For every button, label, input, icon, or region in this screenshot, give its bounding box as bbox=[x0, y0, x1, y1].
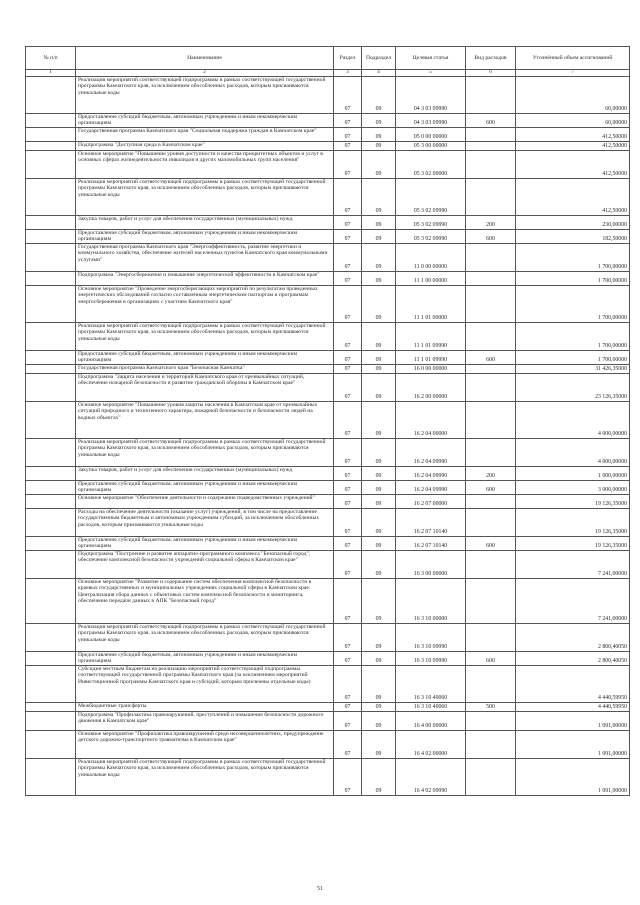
row-expense-type: 600 bbox=[466, 114, 516, 128]
row-expense-type: 600 bbox=[466, 481, 516, 495]
row-razdel: 07 bbox=[334, 272, 362, 286]
row-expense-type bbox=[466, 551, 516, 579]
row-target-article: 16 2 07 10140 bbox=[396, 537, 466, 551]
row-name: Межбюджетные трансферты bbox=[76, 703, 334, 712]
row-razdel: 07 bbox=[334, 481, 362, 495]
row-podrazdel: 09 bbox=[362, 666, 396, 703]
row-number bbox=[26, 731, 76, 759]
row-podrazdel: 09 bbox=[362, 481, 396, 495]
row-expense-type: 500 bbox=[466, 703, 516, 712]
row-amount: 230,00000 bbox=[516, 216, 630, 230]
table-row bbox=[26, 439, 630, 467]
row-name: Основное мероприятие "Повышение уровня защиты населения в Камчатском крае от чрезвычайных ситуаций природного и техногенного характера, пожарной безопасности и безопасности людей на водных объектах" bbox=[76, 402, 334, 439]
row-podrazdel: 09 bbox=[362, 703, 396, 712]
row-expense-type bbox=[466, 323, 516, 351]
row-amount: 412,50000 bbox=[516, 151, 630, 179]
row-expense-type: 200 bbox=[466, 467, 516, 481]
row-podrazdel: 09 bbox=[362, 374, 396, 402]
row-amount: 2 800,40050 bbox=[516, 624, 630, 652]
row-expense-type: 600 bbox=[466, 230, 516, 244]
row-razdel: 07 bbox=[334, 509, 362, 537]
row-name: Реализация мероприятий соответствующей подпрограммы в рамках соответствующей государственной программы Камчатского края, за исключением обособленных расходов, которым присваиваются уникальные коды bbox=[76, 439, 334, 467]
row-razdel: 07 bbox=[334, 759, 362, 796]
row-expense-type bbox=[466, 495, 516, 509]
row-expense-type bbox=[466, 579, 516, 624]
header-name: Наименование bbox=[76, 47, 334, 70]
row-name: Основное мероприятие "Развитие и содержание систем обеспечения комплексной безопасности в краевых государственных и муниципальных учреждениях социальной сферы в Камчатском крае. Централизация сбора данных с объектовых систем комплексной безопасности и мониторинга, обеспечение передачи данных в АПК "Безопасный город" bbox=[76, 579, 334, 624]
row-podrazdel: 09 bbox=[362, 579, 396, 624]
row-amount: 7 241,00000 bbox=[516, 551, 630, 579]
row-podrazdel: 09 bbox=[362, 128, 396, 142]
row-target-article: 05 3 02 09990 bbox=[396, 216, 466, 230]
row-name: Закупка товаров, работ и услуг для обеспечения государственных (муниципальных) нужд bbox=[76, 467, 334, 481]
table-row bbox=[26, 402, 630, 439]
row-amount: 1 700,00000 bbox=[516, 323, 630, 351]
row-expense-type bbox=[466, 509, 516, 537]
row-podrazdel: 09 bbox=[362, 731, 396, 759]
row-amount: 1 091,00000 bbox=[516, 731, 630, 759]
row-name: Реализация мероприятий соответствующей подпрограммы в рамках соответствующей государственной программы Камчатского края, за исключением обособленных расходов, которым присваиваются уникальные коды bbox=[76, 77, 334, 114]
table-header-row bbox=[26, 47, 630, 70]
row-amount: 412,50000 bbox=[516, 142, 630, 151]
row-razdel: 07 bbox=[334, 128, 362, 142]
row-amount: 4 440,59950 bbox=[516, 666, 630, 703]
row-name: Основное мероприятие "Профилактика правонарушений среди несовершеннолетних, предупреждение детского дорожно-транспортного травматизма в Камчатском крае" bbox=[76, 731, 334, 759]
row-target-article: 05 3 02 09990 bbox=[396, 179, 466, 216]
row-name: Подпрограмма "Профилактика правонарушений, преступлений и повышение безопасности дорожного движения в Камчатском крае" bbox=[76, 712, 334, 731]
table-row bbox=[26, 624, 630, 652]
table-row bbox=[26, 142, 630, 151]
row-razdel: 07 bbox=[334, 439, 362, 467]
row-target-article: 16 4 02 00000 bbox=[396, 731, 466, 759]
row-expense-type bbox=[466, 759, 516, 796]
row-amount: 7 241,00000 bbox=[516, 579, 630, 624]
row-expense-type bbox=[466, 179, 516, 216]
row-expense-type bbox=[466, 151, 516, 179]
row-name: Реализация мероприятий соответствующей подпрограммы в рамках соответствующей государственной программы Камчатского края, за исключением обособленных расходов, которым присваиваются уникальные коды bbox=[76, 759, 334, 796]
row-name: Основное мероприятие "Повышение уровня доступности и качества приоритетных объектов и услуг в основных сферах жизнедеятельности инвалидов и других маломобильных групп населения" bbox=[76, 151, 334, 179]
table-row bbox=[26, 467, 630, 481]
budget-table bbox=[25, 46, 630, 796]
row-name: Реализация мероприятий соответствующей подпрограммы в рамках соответствующей государственной программы Камчатского края, за исключением обособленных расходов, которым присваиваются уникальные коды bbox=[76, 624, 334, 652]
row-name: Подпрограмма "Защита населения и территорий Камчатского края от чрезвычайных ситуаций, обеспечение пожарной безопасности и развитие гражданской обороны в Камчатском крае" bbox=[76, 374, 334, 402]
row-number bbox=[26, 666, 76, 703]
row-amount: 19 126,35000 bbox=[516, 509, 630, 537]
row-razdel: 07 bbox=[334, 323, 362, 351]
row-podrazdel: 09 bbox=[362, 652, 396, 666]
row-razdel: 07 bbox=[334, 286, 362, 323]
row-name: Государственная программа Камчатского края "Безопасная Камчатка" bbox=[76, 365, 334, 374]
row-number bbox=[26, 481, 76, 495]
row-amount: 4 000,00000 bbox=[516, 402, 630, 439]
table-row bbox=[26, 537, 630, 551]
row-expense-type bbox=[466, 286, 516, 323]
row-amount: 19 126,35000 bbox=[516, 495, 630, 509]
row-podrazdel: 09 bbox=[362, 402, 396, 439]
row-number bbox=[26, 374, 76, 402]
row-razdel: 07 bbox=[334, 537, 362, 551]
row-number bbox=[26, 77, 76, 114]
row-target-article: 05 3 02 09990 bbox=[396, 230, 466, 244]
column-number: 6 bbox=[466, 70, 516, 77]
row-number bbox=[26, 272, 76, 286]
row-podrazdel: 09 bbox=[362, 114, 396, 128]
row-name: Предоставление субсидий бюджетным, автономным учреждениям и иным некоммерческим организациям bbox=[76, 114, 334, 128]
row-razdel: 07 bbox=[334, 230, 362, 244]
row-name: Подпрограмма "Энергосбережение и повышение энергетической эффективности в Камчатском крае" bbox=[76, 272, 334, 286]
row-razdel: 07 bbox=[334, 179, 362, 216]
row-razdel: 07 bbox=[334, 703, 362, 712]
row-podrazdel: 09 bbox=[362, 151, 396, 179]
row-podrazdel: 09 bbox=[362, 551, 396, 579]
row-number bbox=[26, 551, 76, 579]
row-number bbox=[26, 712, 76, 731]
row-amount: 60,00000 bbox=[516, 114, 630, 128]
row-expense-type: 600 bbox=[466, 537, 516, 551]
header-razdel: Раздел bbox=[334, 47, 362, 70]
row-amount: 1 091,00000 bbox=[516, 712, 630, 731]
row-target-article: 16 2 04 09990 bbox=[396, 481, 466, 495]
row-expense-type bbox=[466, 624, 516, 652]
row-amount: 60,00000 bbox=[516, 77, 630, 114]
row-name: Предоставление субсидий бюджетным, автономным учреждениям и иным некоммерческим организациям bbox=[76, 230, 334, 244]
table-row bbox=[26, 216, 630, 230]
row-target-article: 16 3 10 40060 bbox=[396, 703, 466, 712]
row-amount: 4 440,59950 bbox=[516, 703, 630, 712]
row-number bbox=[26, 439, 76, 467]
row-number bbox=[26, 402, 76, 439]
table-row bbox=[26, 151, 630, 179]
table-row bbox=[26, 579, 630, 624]
table-row bbox=[26, 666, 630, 703]
row-amount: 1 700,00000 bbox=[516, 286, 630, 323]
row-razdel: 07 bbox=[334, 731, 362, 759]
row-amount: 182,50000 bbox=[516, 230, 630, 244]
row-razdel: 07 bbox=[334, 624, 362, 652]
row-target-article: 05 0 00 00000 bbox=[396, 128, 466, 142]
row-target-article: 16 2 00 00000 bbox=[396, 374, 466, 402]
row-number bbox=[26, 323, 76, 351]
header-number: № п/п bbox=[26, 47, 76, 70]
table-row bbox=[26, 323, 630, 351]
row-target-article: 16 2 04 00000 bbox=[396, 402, 466, 439]
row-amount: 19 126,35000 bbox=[516, 537, 630, 551]
row-expense-type bbox=[466, 402, 516, 439]
row-number bbox=[26, 179, 76, 216]
row-name: Закупка товаров, работ и услуг для обеспечения государственных (муниципальных) нужд bbox=[76, 216, 334, 230]
row-name: Государственная программа Камчатского края "Энергоэффективность, развитие энергетики и коммунального хозяйства, обеспечение жителей населенных пунктов Камчатского края коммунальными услугами" bbox=[76, 244, 334, 272]
row-number bbox=[26, 365, 76, 374]
column-number-row bbox=[26, 70, 630, 77]
row-name: Расходы на обеспечение деятельности (оказание услуг) учреждений, в том числе на предоставление государственным бюджетным и автономным учреждениям субсидий, за исключением обособленных расходов, которым присваиваются уникальные коды bbox=[76, 509, 334, 537]
row-razdel: 07 bbox=[334, 151, 362, 179]
row-number bbox=[26, 216, 76, 230]
column-number: 5 bbox=[396, 70, 466, 77]
header-expense-type: Вид расходов bbox=[466, 47, 516, 70]
table-row bbox=[26, 230, 630, 244]
row-number bbox=[26, 351, 76, 365]
row-expense-type: 600 bbox=[466, 351, 516, 365]
row-razdel: 07 bbox=[334, 365, 362, 374]
row-expense-type bbox=[466, 77, 516, 114]
row-name: Подпрограмма "Построение и развитие аппаратно-программного комплекса "Безопасный город", обеспечение комплексной безопасности учреждений социальной сферы в Камчатском крае" bbox=[76, 551, 334, 579]
row-amount: 412,50000 bbox=[516, 128, 630, 142]
row-name: Основное мероприятие "Обеспечение деятельности и содержание подведомственных учреждений" bbox=[76, 495, 334, 509]
row-expense-type bbox=[466, 365, 516, 374]
row-target-article: 16 3 10 09990 bbox=[396, 652, 466, 666]
row-name: Государственная программа Камчатского края "Социальная поддержка граждан в Камчатском крае" bbox=[76, 128, 334, 142]
table-row bbox=[26, 481, 630, 495]
row-expense-type bbox=[466, 128, 516, 142]
row-podrazdel: 09 bbox=[362, 216, 396, 230]
row-name: Субсидии местным бюджетам на реализацию мероприятий соответствующей подпрограммы соответствующей государственной программы Камчатского края (за исключением мероприятий Инвестиционной программы Камчатского края и субсидий, которым присвоены отдельные коды) bbox=[76, 666, 334, 703]
row-number bbox=[26, 114, 76, 128]
row-podrazdel: 09 bbox=[362, 759, 396, 796]
header-amount: Уточнённый объем ассигнований bbox=[516, 47, 630, 70]
row-podrazdel: 09 bbox=[362, 323, 396, 351]
table-row bbox=[26, 286, 630, 323]
row-podrazdel: 09 bbox=[362, 351, 396, 365]
row-target-article: 11 1 00 00000 bbox=[396, 272, 466, 286]
header-target-article: Целевая статья bbox=[396, 47, 466, 70]
row-number bbox=[26, 230, 76, 244]
row-podrazdel: 09 bbox=[362, 467, 396, 481]
row-razdel: 07 bbox=[334, 351, 362, 365]
row-podrazdel: 09 bbox=[362, 495, 396, 509]
page-number: 51 bbox=[317, 886, 323, 892]
row-target-article: 16 2 07 10140 bbox=[396, 509, 466, 537]
row-podrazdel: 09 bbox=[362, 244, 396, 272]
row-target-article: 11 1 01 00000 bbox=[396, 286, 466, 323]
table-row bbox=[26, 77, 630, 114]
row-target-article: 04 3 03 09990 bbox=[396, 77, 466, 114]
row-number bbox=[26, 703, 76, 712]
table-row bbox=[26, 703, 630, 712]
row-number bbox=[26, 467, 76, 481]
row-razdel: 07 bbox=[334, 467, 362, 481]
row-name: Основное мероприятие "Проведение энергосберегающих мероприятий по результатам проведенных энергетических обследований согласно составленным энергетическим паспортам и программам энергосбережения в организациях с участием Камчатского края" bbox=[76, 286, 334, 323]
row-podrazdel: 09 bbox=[362, 439, 396, 467]
row-podrazdel: 09 bbox=[362, 77, 396, 114]
row-amount: 23 126,35000 bbox=[516, 374, 630, 402]
table-row bbox=[26, 509, 630, 537]
row-target-article: 16 0 00 00000 bbox=[396, 365, 466, 374]
column-number: 4 bbox=[362, 70, 396, 77]
table-row bbox=[26, 128, 630, 142]
table-row bbox=[26, 652, 630, 666]
row-amount: 2 800,40050 bbox=[516, 652, 630, 666]
row-podrazdel: 09 bbox=[362, 712, 396, 731]
row-razdel: 07 bbox=[334, 579, 362, 624]
column-number: 3 bbox=[334, 70, 362, 77]
row-number bbox=[26, 579, 76, 624]
row-razdel: 07 bbox=[334, 495, 362, 509]
table-row bbox=[26, 495, 630, 509]
row-expense-type bbox=[466, 731, 516, 759]
column-number: 1 bbox=[26, 70, 76, 77]
row-podrazdel: 09 bbox=[362, 509, 396, 537]
row-razdel: 07 bbox=[334, 402, 362, 439]
table-row bbox=[26, 712, 630, 731]
row-target-article: 05 3 02 00000 bbox=[396, 151, 466, 179]
row-razdel: 07 bbox=[334, 77, 362, 114]
row-razdel: 07 bbox=[334, 652, 362, 666]
row-podrazdel: 09 bbox=[362, 286, 396, 323]
row-number bbox=[26, 759, 76, 796]
table-row bbox=[26, 551, 630, 579]
row-razdel: 07 bbox=[334, 114, 362, 128]
row-podrazdel: 09 bbox=[362, 142, 396, 151]
row-expense-type bbox=[466, 272, 516, 286]
header-podrazdel: Подраздел bbox=[362, 47, 396, 70]
row-expense-type bbox=[466, 142, 516, 151]
row-name: Предоставление субсидий бюджетным, автономным учреждениям и иным некоммерческим организациям bbox=[76, 481, 334, 495]
row-target-article: 16 2 04 09990 bbox=[396, 439, 466, 467]
row-target-article: 16 3 00 00000 bbox=[396, 551, 466, 579]
row-amount: 4 000,00000 bbox=[516, 439, 630, 467]
row-expense-type: 200 bbox=[466, 216, 516, 230]
row-amount: 1 700,00000 bbox=[516, 272, 630, 286]
row-podrazdel: 09 bbox=[362, 272, 396, 286]
column-number: 7 bbox=[516, 70, 630, 77]
row-target-article: 16 4 02 09990 bbox=[396, 759, 466, 796]
row-podrazdel: 09 bbox=[362, 179, 396, 216]
row-name: Предоставление субсидий бюджетным, автономным учреждениям и иным некоммерческим организациям bbox=[76, 351, 334, 365]
row-razdel: 07 bbox=[334, 216, 362, 230]
row-razdel: 07 bbox=[334, 551, 362, 579]
row-podrazdel: 09 bbox=[362, 537, 396, 551]
row-target-article: 16 4 00 00000 bbox=[396, 712, 466, 731]
table-row bbox=[26, 244, 630, 272]
row-expense-type bbox=[466, 439, 516, 467]
row-number bbox=[26, 244, 76, 272]
row-amount: 1 000,00000 bbox=[516, 467, 630, 481]
table-row bbox=[26, 179, 630, 216]
row-number bbox=[26, 286, 76, 323]
row-expense-type bbox=[466, 244, 516, 272]
row-target-article: 11 0 00 00000 bbox=[396, 244, 466, 272]
table-row bbox=[26, 272, 630, 286]
row-target-article: 04 3 03 09990 bbox=[396, 114, 466, 128]
table-row bbox=[26, 114, 630, 128]
row-expense-type bbox=[466, 712, 516, 731]
row-number bbox=[26, 128, 76, 142]
row-target-article: 16 3 10 40060 bbox=[396, 666, 466, 703]
row-target-article: 16 3 10 09990 bbox=[396, 624, 466, 652]
row-target-article: 11 1 01 09990 bbox=[396, 323, 466, 351]
row-number bbox=[26, 652, 76, 666]
row-name: Реализация мероприятий соответствующей подпрограммы в рамках соответствующей государственной программы Камчатского края, за исключением обособленных расходов, которым присваиваются уникальные коды bbox=[76, 323, 334, 351]
row-target-article: 16 2 07 00000 bbox=[396, 495, 466, 509]
row-target-article: 16 3 10 00000 bbox=[396, 579, 466, 624]
row-razdel: 07 bbox=[334, 374, 362, 402]
row-razdel: 07 bbox=[334, 244, 362, 272]
row-amount: 1 700,00000 bbox=[516, 244, 630, 272]
table-row bbox=[26, 374, 630, 402]
table-row bbox=[26, 351, 630, 365]
table-row bbox=[26, 731, 630, 759]
column-number: 2 bbox=[76, 70, 334, 77]
row-expense-type bbox=[466, 374, 516, 402]
row-number bbox=[26, 495, 76, 509]
row-number bbox=[26, 537, 76, 551]
row-razdel: 07 bbox=[334, 142, 362, 151]
row-amount: 1 091,00000 bbox=[516, 759, 630, 796]
row-amount: 1 700,00000 bbox=[516, 351, 630, 365]
row-razdel: 07 bbox=[334, 712, 362, 731]
row-expense-type bbox=[466, 666, 516, 703]
row-amount: 31 426,35000 bbox=[516, 365, 630, 374]
row-number bbox=[26, 142, 76, 151]
row-podrazdel: 09 bbox=[362, 365, 396, 374]
table-row bbox=[26, 759, 630, 796]
row-name: Подпрограмма "Доступная среда в Камчатском крае" bbox=[76, 142, 334, 151]
row-name: Предоставление субсидий бюджетным, автономным учреждениям и иным некоммерческим организациям bbox=[76, 652, 334, 666]
row-podrazdel: 09 bbox=[362, 230, 396, 244]
row-amount: 3 000,00000 bbox=[516, 481, 630, 495]
table-row bbox=[26, 365, 630, 374]
row-name: Реализация мероприятий соответствующей подпрограммы в рамках соответствующей государственной программы Камчатского края, за исключением обособленных расходов, которым присваиваются уникальные коды bbox=[76, 179, 334, 216]
row-number bbox=[26, 151, 76, 179]
row-target-article: 05 3 00 00000 bbox=[396, 142, 466, 151]
row-razdel: 07 bbox=[334, 666, 362, 703]
row-podrazdel: 09 bbox=[362, 624, 396, 652]
row-target-article: 11 1 01 09990 bbox=[396, 351, 466, 365]
row-expense-type: 600 bbox=[466, 652, 516, 666]
row-target-article: 16 2 04 09990 bbox=[396, 467, 466, 481]
row-number bbox=[26, 509, 76, 537]
row-amount: 412,50000 bbox=[516, 179, 630, 216]
row-name: Предоставление субсидий бюджетным, автономным учреждениям и иным некоммерческим организациям bbox=[76, 537, 334, 551]
row-number bbox=[26, 624, 76, 652]
